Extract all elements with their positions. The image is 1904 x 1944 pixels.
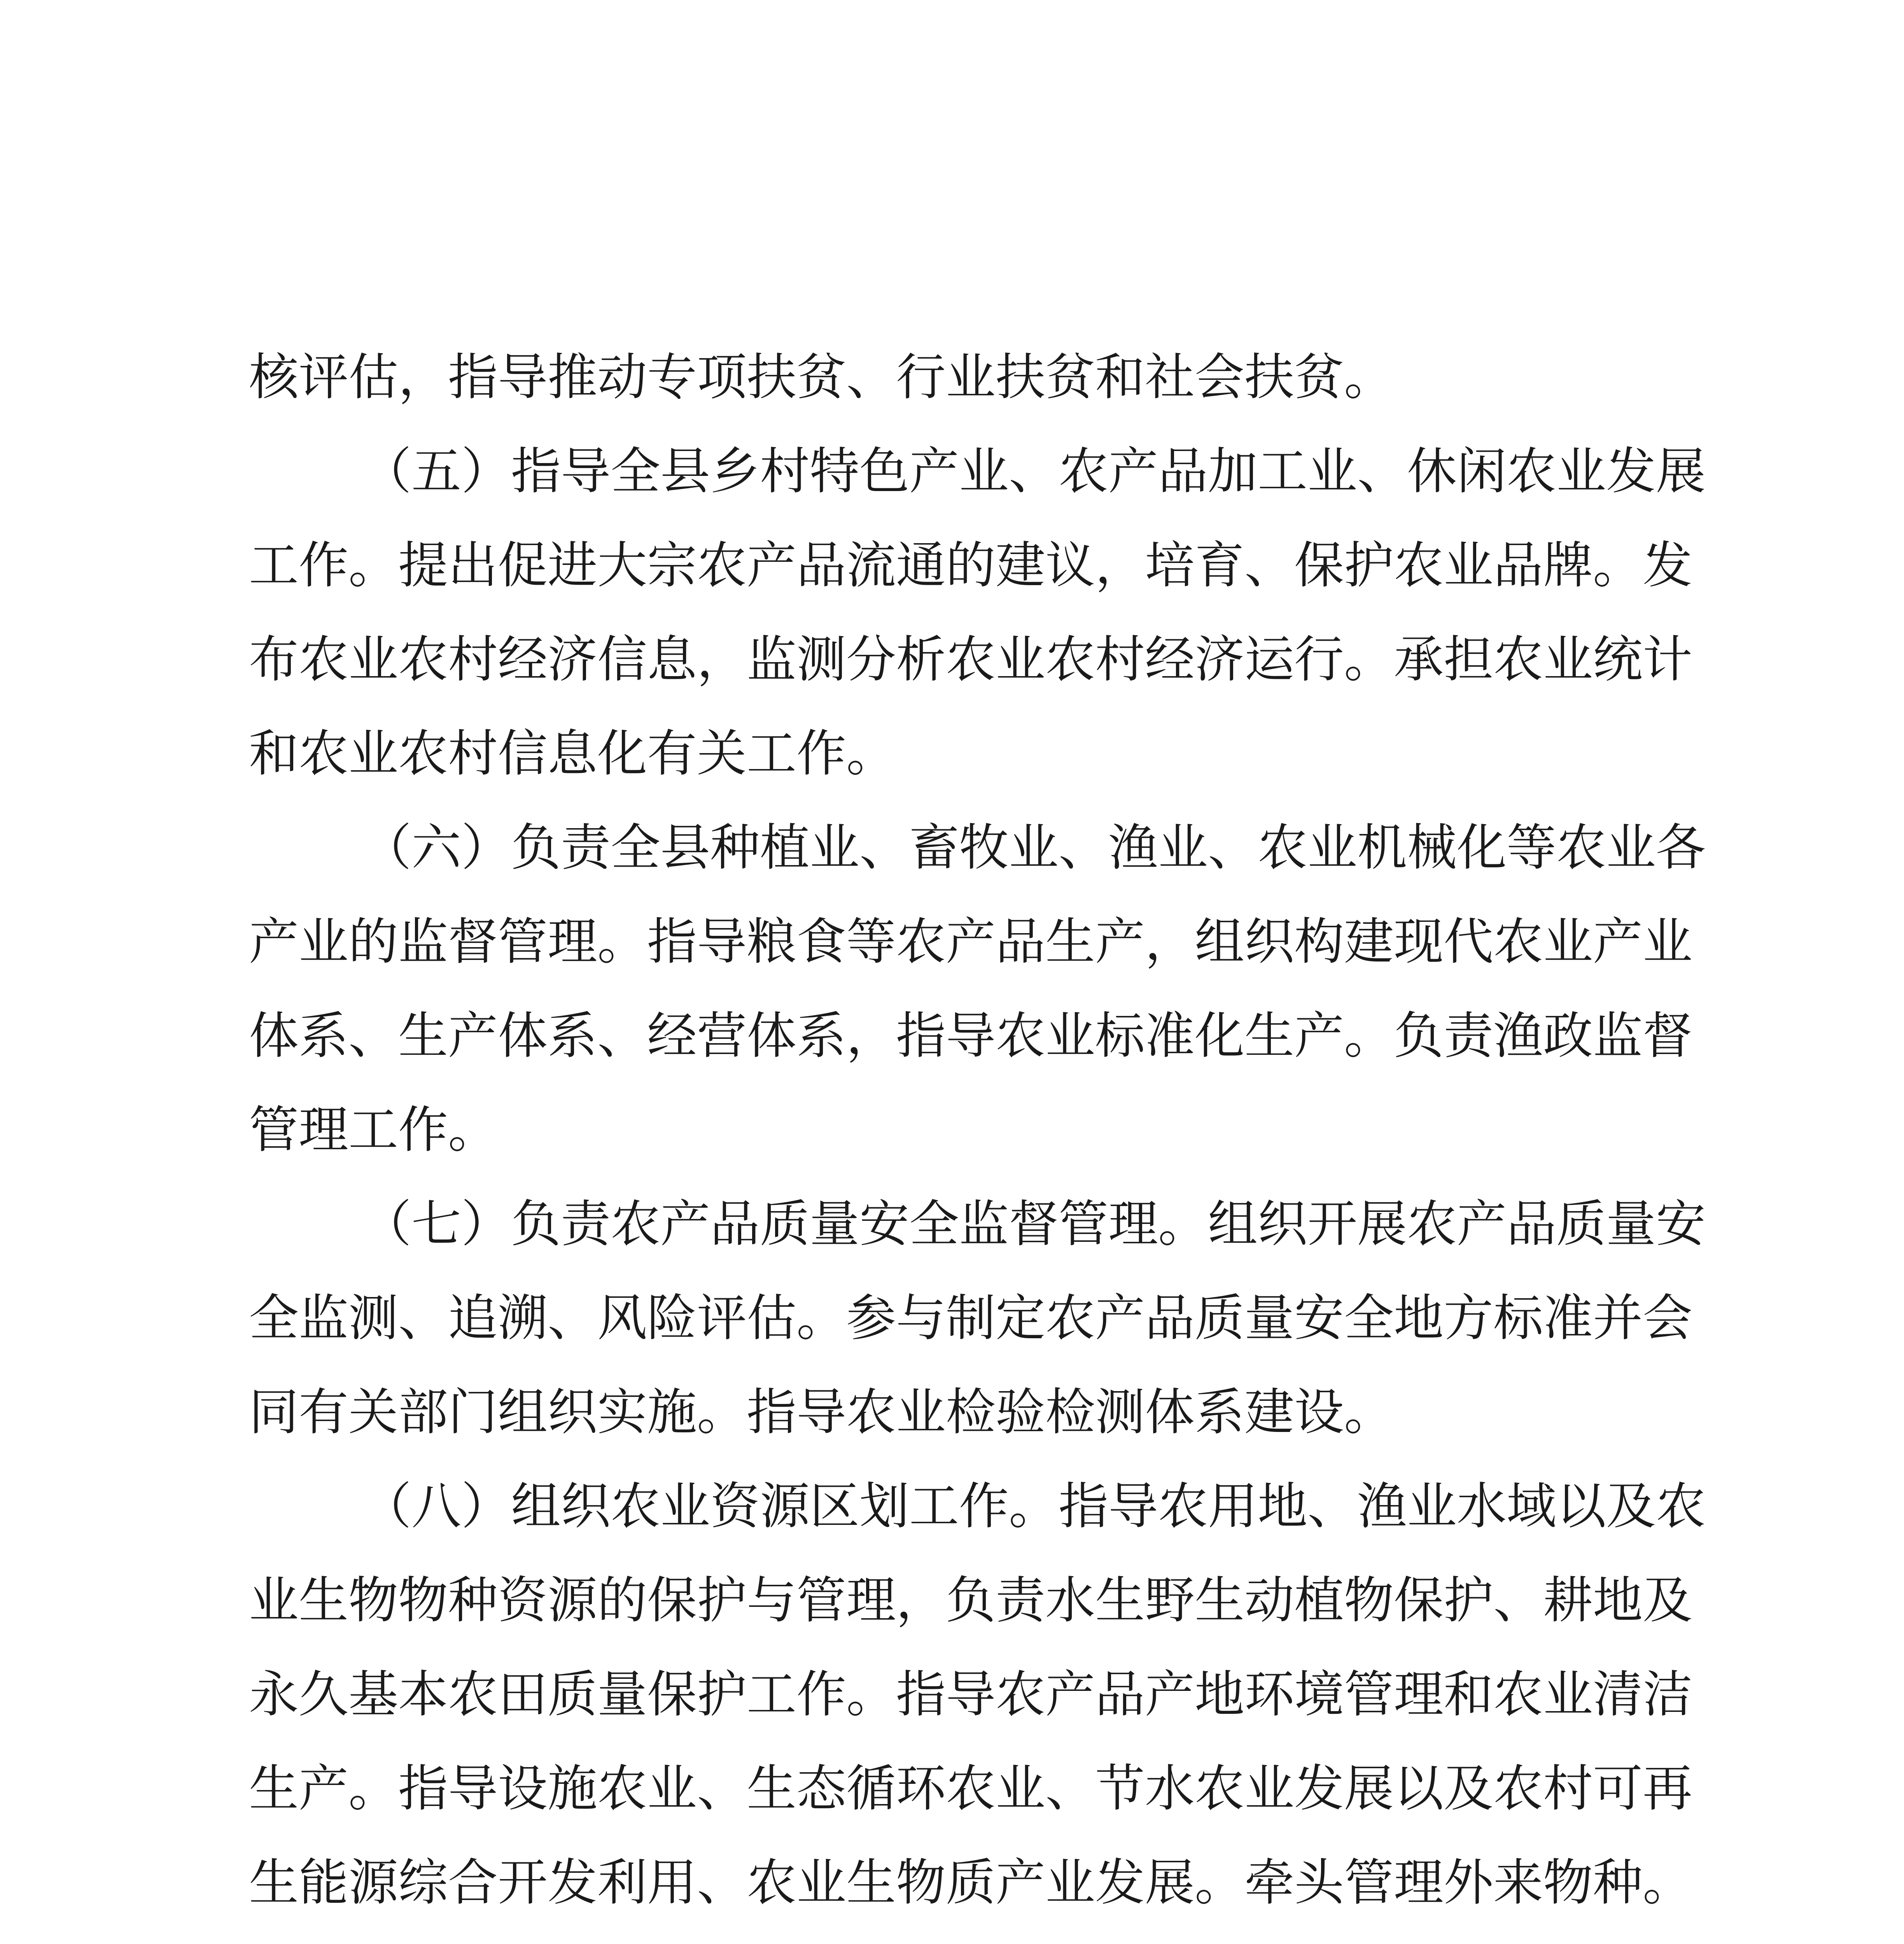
text-line: （五）指导全县乡村特色产业、农产品加工业、休闲农业发展 — [362, 442, 1706, 500]
text-line: 生能源综合开发利用、农业生物质产业发展。牵头管理外来物种。 — [249, 1854, 1693, 1912]
text-line — [249, 1930, 1661, 1944]
text-line: （八）组织农业资源区划工作。指导农用地、渔业水域以及农 — [362, 1477, 1706, 1535]
text-line: 业生物物种资源的保护与管理，负责水生野生动植物保护、耕地及 — [249, 1572, 1693, 1629]
text-line: 全监测、追溯、风险评估。参与制定农产品质量安全地方标准并会 — [249, 1289, 1693, 1347]
text-line: 和农业农村信息化有关工作。 — [249, 725, 896, 783]
text-line: 管理工作。 — [249, 1101, 498, 1159]
text-line: 体系、生产体系、经营体系，指导农业标准化生产。负责渔政监督 — [249, 1007, 1693, 1065]
text-line: 永久基本农田质量保护工作。指导农产品产地环境管理和农业清洁 — [249, 1666, 1693, 1724]
text-line: （六）负责全县种植业、畜牧业、渔业、农业机械化等农业各 — [362, 819, 1706, 877]
body-text — [249, 330, 1706, 1944]
text-line: 产业的监督管理。指导粮食等农产品生产，组织构建现代农业产业 — [249, 913, 1693, 971]
text-line: 布农业农村经济信息，监测分析农业农村经济运行。承担农业统计 — [249, 631, 1693, 689]
text-line: 同有关部门组织实施。指导农业检验检测体系建设。 — [249, 1383, 1394, 1441]
text-line: 工作。提出促进大宗农产品流通的建议，培育、保护农业品牌。发 — [249, 537, 1693, 594]
text-line: 核评估，指导推动专项扶贫、行业扶贫和社会扶贫。 — [249, 348, 1394, 406]
text-line: 生产。指导设施农业、生态循环农业、节水农业发展以及农村可再 — [249, 1760, 1693, 1818]
text-line: （七）负责农产品质量安全监督管理。组织开展农产品质量安 — [362, 1195, 1706, 1253]
